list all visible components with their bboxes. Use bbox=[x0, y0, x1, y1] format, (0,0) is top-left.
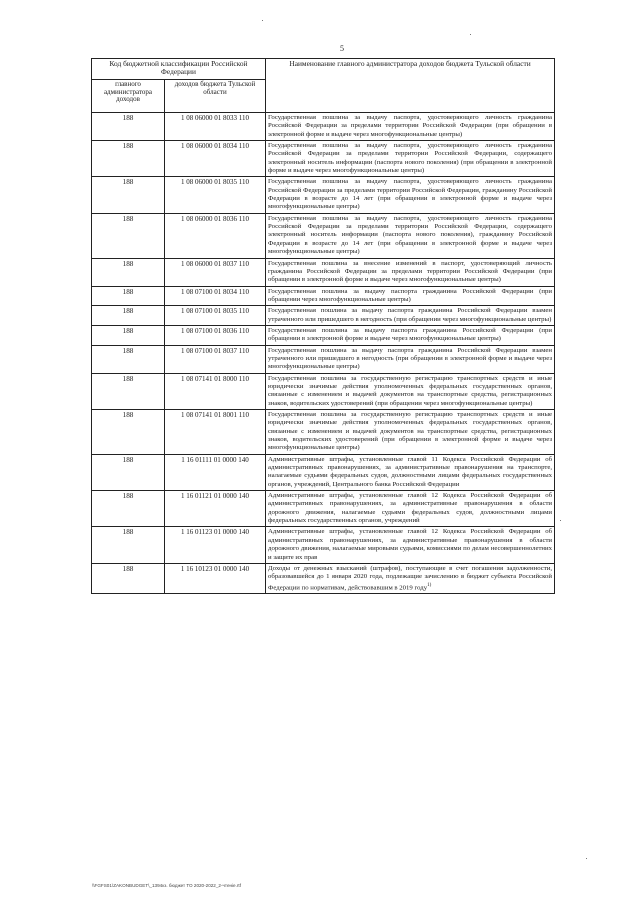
scan-speck bbox=[586, 858, 587, 859]
table-row bbox=[92, 454, 555, 490]
revenue-name-cell bbox=[266, 113, 555, 141]
admin-code-cell: 188 bbox=[92, 141, 165, 177]
table-row bbox=[92, 563, 555, 593]
revenue-code-cell: 1 16 01121 01 0000 140 bbox=[165, 491, 266, 527]
admin-code-cell: 188 bbox=[92, 527, 165, 563]
revenue-code-cell: 1 08 06000 01 8037 110 bbox=[165, 258, 266, 286]
admin-code-cell: 188 bbox=[92, 113, 165, 141]
revenue-code-cell: 1 08 07141 01 8001 110 bbox=[165, 410, 266, 455]
header-admin: главного администратора доходов bbox=[92, 80, 165, 113]
table-row bbox=[92, 410, 555, 455]
admin-code-cell: 188 bbox=[92, 454, 165, 490]
admin-code-cell: 188 bbox=[92, 258, 165, 286]
revenue-name-text: Государственная пошлина за выдачу паспорта, удостоверяющего личность гражданина Российской Федерации за пределами территории Российской Федерации, содержащего электронный носитель информации (паспорта нового поколения) (при обращении в электронной форме и выдаче через многофункциональные центры) bbox=[268, 142, 553, 175]
table-row bbox=[92, 286, 555, 306]
revenue-code-cell: 1 16 10123 01 0000 140 bbox=[165, 563, 266, 593]
table-row bbox=[92, 258, 555, 286]
admin-code-cell: 188 bbox=[92, 563, 165, 593]
admin-code-cell: 188 bbox=[92, 345, 165, 373]
revenue-name-text: Государственная пошлина за выдачу паспорта, удостоверяющего личность гражданина Российской Федерации за пределами территории Российской Федерации, гражданину Российской Федерации в возрасте до 14 лет (при обращении в электронной форме и выдаче через многофункциональные центры) bbox=[268, 178, 553, 211]
scan-speck bbox=[560, 520, 561, 521]
revenue-code-cell: 1 16 01111 01 0000 140 bbox=[165, 454, 266, 490]
revenue-name-text: Государственная пошлина за внесение изменений в паспорт, удостоверяющий личность гражданина Российской Федерации за пределами территории Российской Федерации (при обращении в электронной форме и выдаче через многофункциональные центры) bbox=[268, 259, 553, 284]
revenue-name-cell bbox=[266, 141, 555, 177]
footer-file-path: \\FGFS01\ZAKONBUDGET\_1394кз. бюджет ТО 2020-2022_2-чтенiе.rtf bbox=[92, 883, 241, 888]
admin-code-cell: 188 bbox=[92, 373, 165, 409]
scan-speck bbox=[262, 20, 263, 21]
table-row bbox=[92, 491, 555, 527]
revenue-name-text: Административные штрафы, установленные главой 11 Кодекса Российской Федерации об административных правонарушениях, за административные правонарушения на транспорте, налагаемые судьями федеральных судов, должностными лицами федеральных государственных органов, учреждений, Центрального банка Российской Федерации bbox=[268, 455, 553, 488]
table-row bbox=[92, 325, 555, 345]
revenue-code-cell: 1 08 06000 01 8035 110 bbox=[165, 177, 266, 213]
revenue-name-text: Государственная пошлина за государственную регистрацию транспортных средств и иные юридически значимые действия уполномоченных федеральных государственных органов, связанные с изменением и выдачей документов на транспортные средства, регистрационных знаков, водительских удостоверений (при обращении в электронной форме и выдаче через многофункциональные центры) bbox=[268, 411, 553, 452]
revenue-code-cell: 1 08 07100 01 8037 110 bbox=[165, 345, 266, 373]
revenue-name-cell bbox=[266, 258, 555, 286]
footnote-marker: 1) bbox=[427, 582, 432, 588]
revenue-code-cell: 1 08 07141 01 8000 110 bbox=[165, 373, 266, 409]
revenue-name-cell bbox=[266, 306, 555, 326]
revenue-name-cell bbox=[266, 286, 555, 306]
revenue-name-cell bbox=[266, 177, 555, 213]
admin-code-cell: 188 bbox=[92, 213, 165, 258]
revenue-name-text: Государственная пошлина за выдачу паспорта гражданина Российской Федерации взамен утраченного или пришедшего в негодность (при обращении в электронной форме и выдаче через многофункциональные центры) bbox=[268, 346, 553, 371]
admin-code-cell: 188 bbox=[92, 306, 165, 326]
admin-code-cell: 188 bbox=[92, 410, 165, 455]
header-code-group: Код бюджетной классификации Российской Федерации bbox=[92, 59, 266, 80]
revenue-name-text: Государственная пошлина за выдачу паспорта гражданина Российской Федерации (при обращении через многофункциональные центры) bbox=[268, 287, 553, 303]
header-revenue: доходов бюджета Тульской области bbox=[165, 80, 266, 113]
revenue-code-cell: 1 08 07100 01 8036 110 bbox=[165, 325, 266, 345]
revenue-code-cell: 1 08 07100 01 8035 110 bbox=[165, 306, 266, 326]
revenue-name-cell bbox=[266, 563, 555, 593]
table-row bbox=[92, 527, 555, 563]
table-row bbox=[92, 177, 555, 213]
revenue-name-cell bbox=[266, 325, 555, 345]
revenue-name-text: Доходы от денежных взысканий (штрафов), поступающие в счет погашения задолженности, образовавшейся до 1 января 2020 года, подлежащие зачислению в бюджет субъекта Российской Федерации по нормативам, действовавшим в 2019 году bbox=[268, 564, 553, 591]
revenue-name-cell bbox=[266, 345, 555, 373]
revenue-name-cell bbox=[266, 373, 555, 409]
table-body bbox=[92, 113, 555, 594]
table-row bbox=[92, 373, 555, 409]
admin-code-cell: 188 bbox=[92, 177, 165, 213]
revenue-name-text: Государственная пошлина за выдачу паспорта гражданина Российской Федерации (при обращении в электронной форме и выдаче через многофункциональные центры) bbox=[268, 326, 553, 343]
revenue-name-cell bbox=[266, 410, 555, 455]
revenue-name-text: Государственная пошлина за выдачу паспорта гражданина Российской Федерации взамен утраченного или пришедшего в негодность (при обращении через многофункциональные центры) bbox=[268, 307, 553, 323]
revenue-code-cell: 1 08 07100 01 8034 110 bbox=[165, 286, 266, 306]
revenue-classification-table bbox=[91, 58, 555, 594]
revenue-code-cell: 1 08 06000 01 8033 110 bbox=[165, 113, 266, 141]
table-row bbox=[92, 306, 555, 326]
page-number: 5 bbox=[340, 44, 344, 53]
header-name: Наименование главного администратора доходов бюджета Тульской области bbox=[266, 59, 555, 113]
revenue-name-text: Государственная пошлина за государственную регистрацию транспортных средств и иные юридически значимые действия уполномоченных федеральных государственных органов, связанные с изменением и выдачей документов на транспортные средства, регистрационных знаков, водительских удостоверений (при обращении через многофункциональные центры) bbox=[268, 374, 553, 407]
revenue-name-text: Государственная пошлина за выдачу паспорта, удостоверяющего личность гражданина Российской Федерации за пределами территории Российской Федерации, содержащего электронный носитель информации (паспорта нового поколения), гражданину Российской Федерации в возрасте до 14 лет (при обращении в электронной форме и выдаче через многофункциональные центры) bbox=[268, 214, 553, 256]
revenue-name-cell bbox=[266, 491, 555, 527]
table-row bbox=[92, 345, 555, 373]
admin-code-cell: 188 bbox=[92, 286, 165, 306]
revenue-code-cell: 1 16 01123 01 0000 140 bbox=[165, 527, 266, 563]
revenue-name-cell bbox=[266, 213, 555, 258]
scan-speck bbox=[470, 34, 471, 35]
revenue-name-cell bbox=[266, 454, 555, 490]
revenue-name-text: Административные штрафы, установленные главой 12 Кодекса Российской Федерации об административных правонарушениях, за административные правонарушения в области дорожного движения, налагаемые судьями федеральных судов, должностными лицами федеральных государственных органов, учреждений bbox=[268, 492, 553, 525]
admin-code-cell: 188 bbox=[92, 491, 165, 527]
revenue-code-cell: 1 08 06000 01 8034 110 bbox=[165, 141, 266, 177]
table-row bbox=[92, 141, 555, 177]
admin-code-cell: 188 bbox=[92, 325, 165, 345]
table-header-row bbox=[92, 59, 555, 80]
table-row bbox=[92, 113, 555, 141]
revenue-name-text: Административные штрафы, установленные главой 12 Кодекса Российской Федерации об административных правонарушениях, за административные правонарушения в области дорожного движения, налагаемые мировыми судьями, комиссиями по делам несовершеннолетних и защите их прав bbox=[268, 528, 553, 561]
revenue-name-text: Государственная пошлина за выдачу паспорта, удостоверяющего личность гражданина Российской Федерации за пределами территории Российской Федерации (при обращении в электронной форме и выдаче через многофункциональные центры) bbox=[268, 114, 553, 138]
revenue-name-cell bbox=[266, 527, 555, 563]
revenue-code-cell: 1 08 06000 01 8036 110 bbox=[165, 213, 266, 258]
table-row bbox=[92, 213, 555, 258]
